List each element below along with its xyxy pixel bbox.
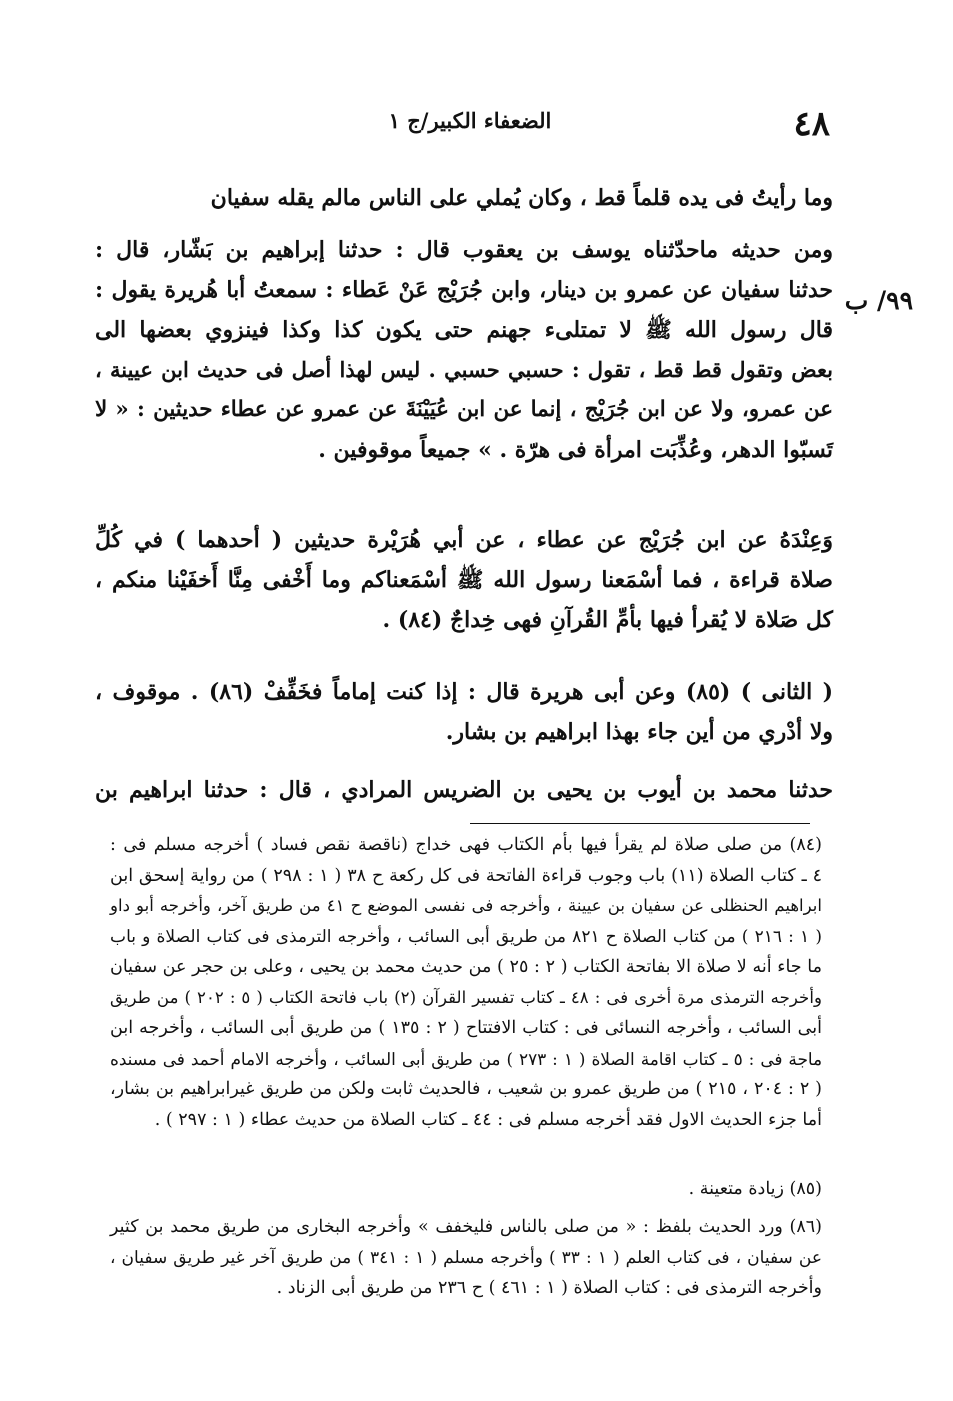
text-line: صلاة قراءة ، فما أسْمَعنا رسول الله ﷺ أسْمَعناكم وما أَخْفى مِنَّا أَخفَيْنا منكم ، (95, 567, 833, 593)
text-line: وَعِنْدَهُ عن ابن جُرَيْج عن عطاء ، عن أبي هُرَيْرة حديثين ( أحدهما ) في كُلِّ (95, 527, 833, 553)
page-header (110, 104, 830, 144)
paragraph-2 (95, 230, 833, 470)
footnote-line: أما جزء الحديث الاول فقد أخرجه مسلم فى : ٤٤ ـ كتاب الصلاة من حديث عطاء ( ١ : ٢٩٧ ) . (154, 1109, 822, 1130)
text-line: وما رأيتُ فى يده قلماً قط ، وكان يُملي على الناس مالم يقله سفيان (210, 185, 833, 211)
footnote-84 (110, 830, 822, 1135)
footnote-line: (٨٥) زيادة متعينة . (688, 1179, 822, 1199)
manuscript-folio-note: ٩٩/ ب (844, 286, 913, 315)
page-number: ٤٨ (793, 104, 830, 144)
text-line: تَسبّوا الدهر، وعُذِّبَت امرأة فى هرّة . » جميعاً موقوفين . (318, 437, 833, 463)
text-line: ومن حديثه ماحدّثناه يوسف بن يعقوب قال : حدثنا إبراهيم بن بَشّار، قال : (95, 237, 833, 263)
footnote-85 (110, 1174, 822, 1205)
footnote-divider (470, 823, 810, 824)
footnote-line: عن سفيان ، فى كتاب العلم ( ١ : ٣٣ ) وأخرجه مسلم ( ١ : ٣٤١ ) من طريق آخر غير طريق سفيان ، (110, 1247, 822, 1268)
footnote-line: أبى السائب ، وأخرجه النسائى فى : كتاب الافتتاح ( ٢ : ١٣٥ ) من طريق أبى السائب ، وأخرجه ابن (110, 1018, 822, 1038)
footnote-line: ( ١ : ٢١٦ ) من كتاب الصلاة ح ٨٢١ من طريق أبى السائب ، وأخرجه الترمذى فى كتاب الصلاة و باب (110, 926, 822, 947)
footnote-line: (٨٤) من صلى صلاة لم يقرأ فيها بأم الكتاب فهى خداج (ناقصة نقص فساد ) أخرجه مسلم فى : (110, 835, 822, 855)
text-line: ( الثانى ) (٨٥) وعن أبى هريرة قال : إذا كنت إماماً فخَفِّفْ (٨٦) . موقوف ، (95, 679, 834, 705)
footnote-line: (٨٦) ورد الحديث بلفظ : « من صلى بالناس فليخفف » وأخرجه البخارى من طريق محمد بن كثير (110, 1217, 822, 1237)
text-line: حدثنا سفيان عن عمرو بن دينار، وابن جُرَيْج عَنْ عَطاء : سمعتُ أبا هُريرة يقول : (95, 277, 833, 303)
paragraph-1 (95, 178, 833, 218)
paragraph-4 (95, 672, 833, 752)
text-line: عن عمرو، ولا عن ابن جُرَيْج ، إنما عن ابن عُيَيْنَةَ عن عمرو عن عطاء حديثين : « لا (95, 397, 833, 422)
text-line: كل صَلاة لا يُقرأ فيها بأمِّ القُرآنِ فهى خِداجٌ (٨٤) . (382, 607, 833, 633)
text-line: بعض وتقول قط قط ، تقول : حسبي حسبي . ليس لهذا أصل فى حديث ابن عيينة ، (95, 357, 833, 382)
text-line: قال رسول الله ﷺ لا تمتلىء جهنم حتى يكون كذا وكذا فينزوي بعضها الى (95, 317, 833, 343)
footnote-86 (110, 1212, 822, 1304)
paragraph-5 (95, 770, 833, 810)
footnote-line: ماجة فى : ٥ ـ كتاب اقامة الصلاة ( ١ : ٢٧٣ ) من طريق أبى السائب ، وأخرجه الامام أحمد فى مسنده (110, 1048, 822, 1069)
running-title: الضعفاء الكبير/ج ١ (388, 108, 552, 133)
text-line: ولا أدْري من أين جاء بهذا ابراهيم بن بشار. (445, 719, 833, 745)
footnote-line: ما جاء أنه لا صلاة الا بفاتحة الكتاب ( ٢ : ٢٥ ) من حديث محمد بن يحيى ، وعلى بن حجر عن سفيان (110, 957, 822, 977)
footnote-line: وأخرجه الترمذى فى : كتاب الصلاة ( ١ : ٤٦١ ) ح ٢٣٦ من طريق أبى الزناد . (276, 1278, 822, 1298)
text-line: حدثنا محمد بن أيوب بن يحيى بن الضريس المرادي ، قال : حدثنا ابراهيم بن (95, 777, 833, 803)
footnote-line: ابراهيم الحنظلى عن سفيان بن عيينة ، وأخرجه فى نفسى الموضع ح ٤١ من طريق آخر، وأخرجه أبو داو (110, 896, 822, 915)
footnote-line: ٤ ـ كتاب الصلاة (١١) باب وجوب قراءة الفاتحة فى كل ركعة ح ٣٨ ( ١ : ٢٩٨ ) من رواية إسحق ابن (110, 865, 823, 886)
paragraph-3 (95, 520, 833, 640)
footnote-line: وأخرجه الترمذى مرة أخرى فى : ٤٨ ـ كتاب تفسير القرآن (٢) باب فاتحة الكتاب ( ٥ : ٢٠٢ ) من طريق (110, 987, 822, 1007)
footnote-line: ( ٢ : ٢٠٤ ، ٢١٥ ) من طريق عمرو بن شعيب ، فالحديث ثابت ولكن من طريق غيرابراهيم بن بشار، (110, 1079, 823, 1099)
